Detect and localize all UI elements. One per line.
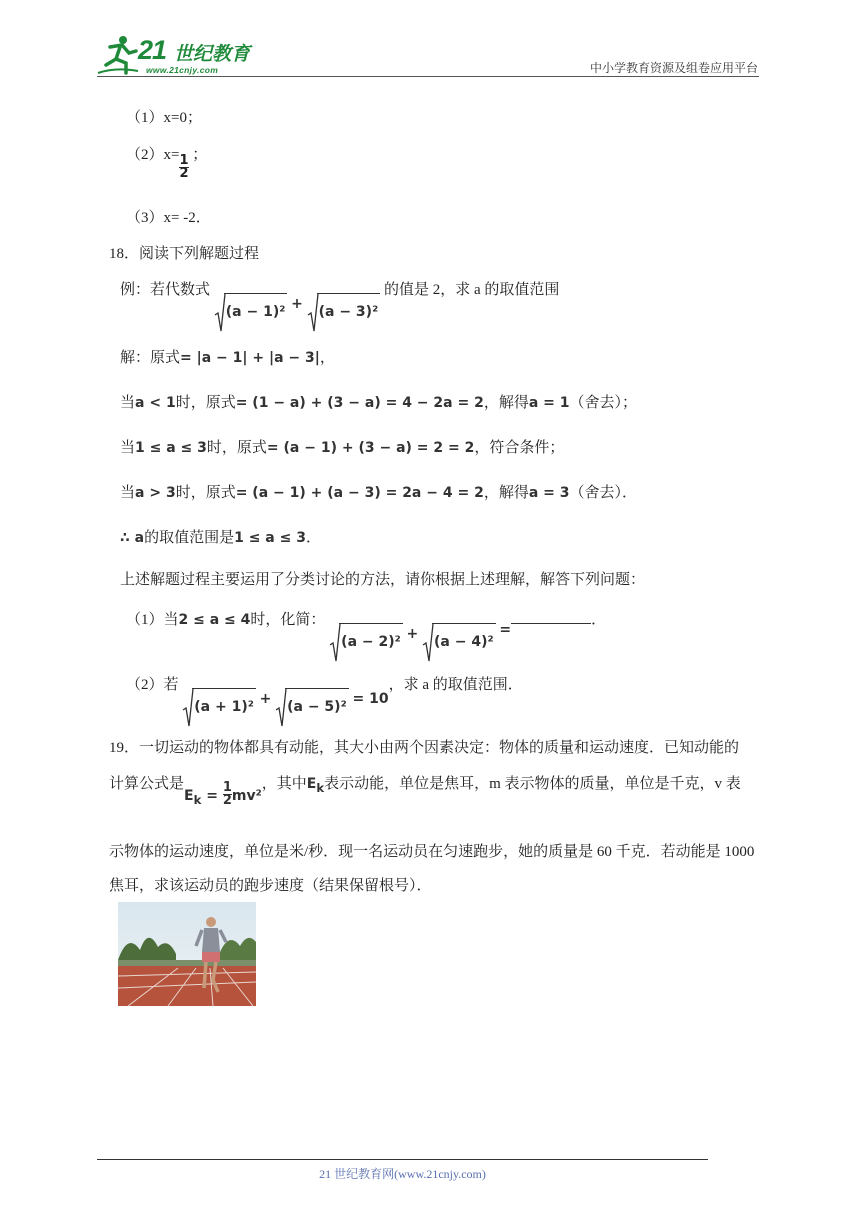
q19-line-2: [109, 772, 741, 807]
logo-url: www.21cnjy.com: [146, 65, 219, 75]
case-2-expr: = (a − 1) + (3 − a) = 2 = 2: [266, 440, 475, 456]
ek-letter: E: [306, 776, 317, 792]
solution-prefix: 解：原式: [120, 350, 181, 366]
case-3-mid: 时，原式: [175, 485, 236, 501]
q19-line-1: 19．一切运动的物体都具有动能，其大小由两个因素决定：物体的质量和运动速度．已知动能的: [109, 740, 740, 756]
formula-rhs: mv²: [231, 788, 262, 804]
ek-symbol: [306, 776, 325, 795]
sqrt-expr-4: [422, 623, 496, 650]
conclusion-mid: 的取值范围是: [144, 530, 235, 546]
kinetic-energy-formula: [184, 780, 262, 808]
case-1-result: a = 1: [528, 395, 570, 411]
q18-part-1: [126, 608, 606, 650]
solution-line: [120, 346, 335, 367]
case-1-cond: a < 1: [135, 395, 176, 411]
q17-answer-1: （1）x=0；: [126, 110, 202, 126]
conclusion-line: [120, 526, 321, 547]
radicand-2: (a − 3)²: [317, 293, 381, 320]
case-2-pre: 当: [120, 440, 136, 456]
q19-formula-end: 表示动能，单位是焦耳，m 表示物体的质量，单位是千克，v 表: [324, 776, 741, 792]
case-1-get: ，解得: [483, 395, 529, 411]
q17-answer-3: （3）x= -2．: [126, 210, 211, 226]
solution-expr: = |a − 1| + |a − 3|: [180, 350, 320, 366]
sqrt-expr-3: [329, 623, 403, 650]
q19-formula-mid: ，其中: [261, 776, 307, 792]
answer-blank[interactable]: [511, 611, 591, 624]
formula-lhs-sub: k: [193, 792, 202, 807]
example-prefix: 例：若代数式: [120, 282, 211, 298]
case-3-end: （舍去）．: [569, 485, 638, 501]
part-2-end: ，求 a 的取值范围．: [388, 677, 523, 693]
case-1-pre: 当: [120, 395, 136, 411]
radicand-6: (a − 5)²: [285, 688, 349, 715]
part-1-mid: 时，化简：: [250, 612, 326, 628]
site-logo: [96, 33, 261, 77]
part-1-cond: 2 ≤ a ≤ 4: [178, 612, 251, 628]
footer-text[interactable]: 21 世纪教育网(www.21cnjy.com): [319, 1167, 486, 1181]
case-3-result: a = 3: [528, 485, 570, 501]
case-1-end: （舍去）；: [569, 395, 638, 411]
fraction-one-half: [179, 155, 188, 180]
part-1-end: ．: [591, 612, 607, 628]
part-2-pre: （2）若: [126, 677, 179, 693]
runner-photo: [118, 902, 256, 1006]
conclusion-pre: ∴ a: [120, 530, 145, 546]
case-3-line: [120, 481, 637, 502]
q17-answer-2-prefix: （2）x=: [126, 147, 180, 163]
case-3-cond: a > 3: [135, 485, 176, 501]
fraction-denominator: 2: [179, 166, 189, 181]
ek-sub: k: [316, 780, 325, 795]
footer-divider: [97, 1159, 708, 1160]
q19-formula-pre: 计算公式是: [109, 776, 185, 792]
conclusion-expr: 1 ≤ a ≤ 3: [234, 530, 306, 546]
sqrt-expr-5: [182, 688, 256, 715]
case-3-pre: 当: [120, 485, 136, 501]
formula-denominator: 2: [222, 793, 232, 808]
header-divider: [97, 76, 759, 77]
logo-number: 21: [138, 35, 167, 65]
case-2-end: ，符合条件；: [474, 440, 565, 456]
plus-sign: +: [259, 691, 272, 707]
sqrt-expr-2: [307, 293, 381, 320]
q17-answer-2: [126, 143, 207, 180]
sqrt-expr-6: [275, 688, 349, 715]
part-1-pre: （1）当: [126, 612, 179, 628]
q17-answer-2-suffix: ；: [192, 147, 208, 163]
case-2-cond: 1 ≤ a ≤ 3: [135, 440, 207, 456]
q18-title: 18．阅读下列解题过程: [109, 246, 260, 262]
radicand-3: (a − 2)²: [339, 623, 403, 650]
case-2-line: [120, 436, 564, 457]
example-suffix: 的值是 2，求 a 的取值范围: [383, 282, 560, 298]
formula-numerator: 1: [222, 780, 232, 795]
radicand-5: (a + 1)²: [192, 688, 256, 715]
header-tagline: 中小学教育资源及组卷应用平台: [589, 61, 758, 75]
fraction-numerator: 1: [179, 153, 189, 168]
plus-sign: +: [291, 296, 303, 312]
sqrt-expr-1: [214, 293, 288, 320]
equals-ten: = 10: [352, 691, 389, 707]
q19-line-3: 示物体的运动速度，单位是米/秒．现一名运动员在匀速跑步，她的质量是 60 千克．若动能是 1000: [109, 844, 755, 860]
runner-logo-icon: [96, 33, 140, 77]
formula-fraction: [223, 782, 232, 807]
case-3-expr: = (a − 1) + (a − 3) = 2a − 4 = 2: [235, 485, 484, 501]
case-1-mid: 时，原式: [175, 395, 236, 411]
radicand-1: (a − 1)²: [224, 293, 288, 320]
solution-end: ，: [319, 350, 335, 366]
case-1-expr: = (1 − a) + (3 − a) = 4 − 2a = 2: [235, 395, 484, 411]
formula-lhs: E: [184, 788, 194, 804]
case-2-mid: 时，原式: [206, 440, 267, 456]
case-3-get: ，解得: [483, 485, 529, 501]
equals-sign: =: [499, 622, 512, 638]
q18-intro: 上述解题过程主要运用了分类讨论的方法，请你根据上述理解，解答下列问题：: [120, 572, 646, 588]
radicand-4: (a − 4)²: [432, 623, 496, 650]
q19-line-4: 焦耳，求该运动员的跑步速度（结果保留根号）．: [109, 878, 432, 894]
q18-part-2: [126, 673, 523, 715]
logo-text: 世纪教育: [174, 43, 251, 65]
q18-example: [120, 278, 559, 320]
plus-sign: +: [406, 626, 419, 642]
formula-eq: =: [201, 788, 223, 804]
conclusion-end: ．: [305, 530, 321, 546]
case-1-line: [120, 391, 637, 412]
